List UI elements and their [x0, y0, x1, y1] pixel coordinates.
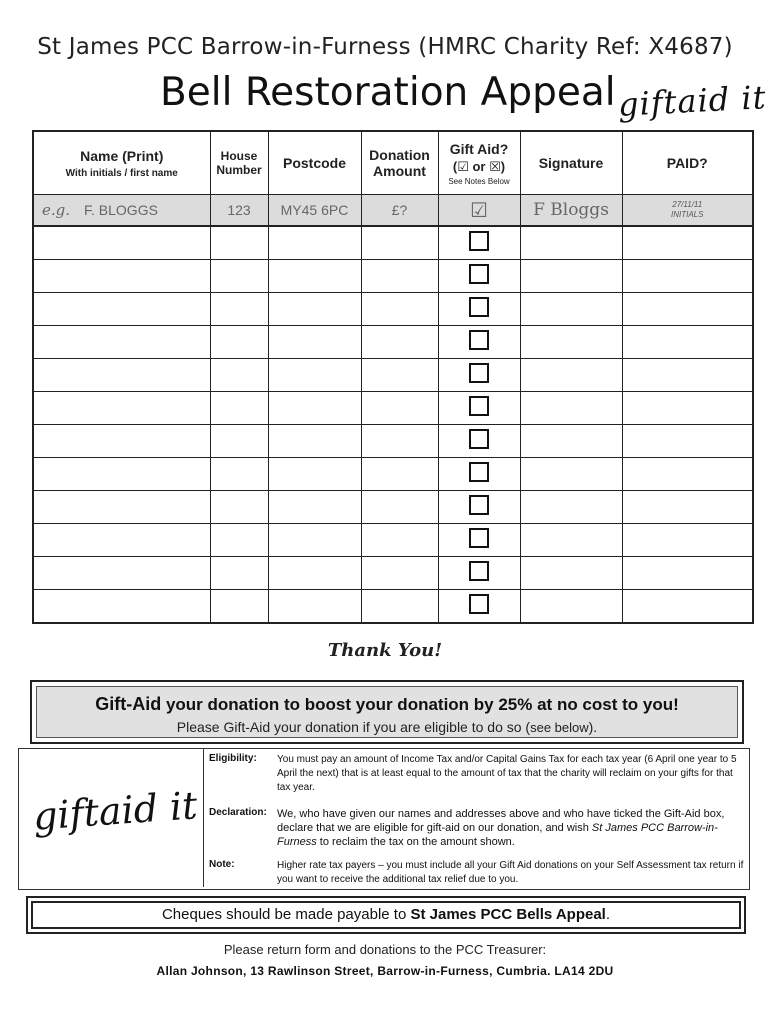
donation-cell[interactable] [361, 226, 438, 260]
name-cell[interactable] [33, 425, 210, 458]
house-cell[interactable] [210, 226, 268, 260]
giftaid-checkbox[interactable] [469, 330, 489, 350]
giftaid-cell[interactable] [438, 359, 520, 392]
example-paid-initials: INITIALS [671, 210, 704, 219]
giftaid-subline-see: see below [530, 720, 589, 735]
giftaid-cell[interactable] [438, 260, 520, 293]
example-checked-box-icon: ☑ [470, 199, 488, 222]
name-header-sublabel: With initials / first name [65, 167, 178, 179]
postcode-cell[interactable] [268, 590, 361, 624]
giftaid-checkbox[interactable] [469, 363, 489, 383]
giftaid-cell[interactable] [438, 293, 520, 326]
declaration-text [277, 807, 747, 849]
paid-cell[interactable] [622, 458, 753, 491]
return-instructions: Please return form and donations to the PCC Treasurer: [223, 942, 547, 957]
giftaid-info-box [18, 748, 750, 890]
giftaid-header-note: See Notes Below [448, 176, 510, 186]
example-row [33, 195, 753, 227]
example-paid-date: 27/11/11 [672, 200, 703, 209]
example-signature: F Bloggs [533, 200, 609, 220]
example-giftaid-cell [438, 195, 520, 227]
example-signature-cell [520, 195, 622, 227]
giftaid-checkbox[interactable] [469, 231, 489, 251]
name-header-label: Name (Print) [80, 147, 164, 164]
giftaid-checkbox[interactable] [469, 594, 489, 614]
example-donation: £? [361, 195, 438, 227]
house-cell[interactable] [210, 293, 268, 326]
signature-cell[interactable] [520, 326, 622, 359]
page-title: Bell Restoration Appeal [160, 70, 616, 115]
giftaid-cell[interactable] [438, 590, 520, 624]
giftaid-checkbox[interactable] [469, 495, 489, 515]
giftaid-cell[interactable] [438, 458, 520, 491]
paid-cell[interactable] [622, 557, 753, 590]
table-row [33, 326, 753, 359]
house-cell[interactable] [210, 425, 268, 458]
donation-cell[interactable] [361, 590, 438, 624]
giftaid-checkbox[interactable] [469, 462, 489, 482]
thank-you-text: Thank You! [327, 640, 443, 661]
postcode-cell[interactable] [268, 359, 361, 392]
table-row [33, 425, 753, 458]
house-cell[interactable] [210, 359, 268, 392]
signature-cell[interactable] [520, 524, 622, 557]
example-name: F. BLOGGS [84, 202, 158, 218]
eligibility-label: Eligibility: [209, 753, 257, 764]
table-row [33, 392, 753, 425]
house-cell[interactable] [210, 392, 268, 425]
declaration-text-b: to reclaim the tax on the amount shown. [316, 836, 515, 848]
postcode-cell[interactable] [268, 293, 361, 326]
signature-cell[interactable] [520, 458, 622, 491]
giftaid-subline-main: Please Gift-Aid your donation if you are eligible to do so ( [176, 719, 531, 735]
example-house: 123 [210, 195, 268, 227]
giftaid-checkbox[interactable] [469, 429, 489, 449]
paid-cell[interactable] [622, 260, 753, 293]
giftaid-checkbox[interactable] [469, 396, 489, 416]
giftaid-header-label: Gift Aid? [449, 140, 509, 157]
column-header-house: House Number [210, 131, 268, 195]
treasurer-address: Allan Johnson, 13 Rawlinson Street, Barrow-in-Furness, Cumbria. LA14 2DU [156, 964, 614, 978]
column-header-signature: Signature [520, 131, 622, 195]
house-cell[interactable] [210, 458, 268, 491]
postcode-cell[interactable] [268, 425, 361, 458]
postcode-cell[interactable] [268, 557, 361, 590]
name-cell[interactable] [33, 326, 210, 359]
declaration-label: Declaration: [209, 807, 267, 818]
name-cell[interactable] [33, 590, 210, 624]
cheque-payee: St James PCC Bells Appeal [410, 906, 606, 923]
column-header-giftaid [438, 131, 520, 195]
note-text: Higher rate tax payers – you must include all your Gift Aid donations on your Self Assessment tax return if you want to receive the additional tax relief due to you. [277, 860, 744, 885]
eligibility-text: You must pay an amount of Income Tax and/or Capital Gains Tax for each tax year (6 April one year to 5 April the next) that is at least equal to the amount of tax that the charity will reclaim on your gifts for that tax year. [277, 754, 737, 793]
signature-cell[interactable] [520, 226, 622, 260]
giftaid-checkbox[interactable] [469, 297, 489, 317]
house-cell[interactable] [210, 260, 268, 293]
house-cell[interactable] [210, 326, 268, 359]
example-name-cell [33, 195, 210, 227]
column-header-donation: Donation Amount [361, 131, 438, 195]
column-header-postcode: Postcode [268, 131, 361, 195]
giftaid-checkbox[interactable] [469, 528, 489, 548]
name-cell[interactable] [33, 359, 210, 392]
postcode-cell[interactable] [268, 392, 361, 425]
postcode-cell[interactable] [268, 458, 361, 491]
table-row [33, 458, 753, 491]
donation-cell[interactable] [361, 392, 438, 425]
giftaid-header-symbols: (☑ or ☒) [452, 158, 506, 174]
giftaid-subline-end: ). [588, 719, 598, 735]
house-cell[interactable] [210, 524, 268, 557]
name-cell[interactable] [33, 491, 210, 524]
note-label: Note: [209, 859, 235, 870]
donation-table [32, 130, 754, 624]
giftaid-headline-rest: your donation to boost your donation by 25% at no cost to you! [161, 695, 679, 714]
signature-cell[interactable] [520, 557, 622, 590]
donation-cell[interactable] [361, 260, 438, 293]
table-row [33, 590, 753, 624]
giftaid-cell[interactable] [438, 392, 520, 425]
donation-cell[interactable] [361, 524, 438, 557]
paid-cell[interactable] [622, 226, 753, 260]
paid-cell[interactable] [622, 392, 753, 425]
donation-cell[interactable] [361, 293, 438, 326]
giftaid-logo-large: giftaid it [31, 783, 199, 839]
name-cell[interactable] [33, 293, 210, 326]
declaration-text-a: We, who have given our names and addresses above and who have ticked the Gift-Aid box, declare that we are eligible for gift-aid on our donation, and wish [277, 808, 725, 834]
example-paid-cell [622, 195, 753, 227]
giftaid-headline [37, 694, 737, 715]
name-cell[interactable] [33, 524, 210, 557]
postcode-cell[interactable] [268, 491, 361, 524]
postcode-cell[interactable] [268, 260, 361, 293]
charity-subtitle: St James PCC Barrow-in-Furness (HMRC Charity Ref: X4687) [37, 34, 733, 60]
signature-cell[interactable] [520, 491, 622, 524]
signature-cell[interactable] [520, 293, 622, 326]
declaration-text-church: St James PCC Barrow-in-Furness [277, 822, 718, 848]
paid-cell[interactable] [622, 491, 753, 524]
column-header-name [33, 131, 210, 195]
signature-cell[interactable] [520, 425, 622, 458]
giftaid-logo-panel [19, 749, 204, 887]
table-header-row [33, 131, 753, 195]
signature-cell[interactable] [520, 590, 622, 624]
giftaid-banner [30, 680, 744, 744]
table-row [33, 293, 753, 326]
postcode-cell[interactable] [268, 524, 361, 557]
table-row [33, 491, 753, 524]
house-cell[interactable] [210, 590, 268, 624]
name-cell[interactable] [33, 226, 210, 260]
giftaid-headline-strong: Gift-Aid [95, 694, 162, 714]
paid-cell[interactable] [622, 524, 753, 557]
donation-cell[interactable] [361, 557, 438, 590]
giftaid-cell[interactable] [438, 491, 520, 524]
giftaid-checkbox[interactable] [469, 264, 489, 284]
giftaid-logo-top: giftaid it [617, 78, 768, 124]
name-cell[interactable] [33, 557, 210, 590]
postcode-cell[interactable] [268, 326, 361, 359]
giftaid-banner-inner [36, 686, 738, 738]
name-cell[interactable] [33, 392, 210, 425]
giftaid-cell[interactable] [438, 226, 520, 260]
donation-cell[interactable] [361, 359, 438, 392]
paid-cell[interactable] [622, 590, 753, 624]
donation-cell[interactable] [361, 458, 438, 491]
name-cell[interactable] [33, 260, 210, 293]
table-row [33, 260, 753, 293]
house-cell[interactable] [210, 557, 268, 590]
giftaid-cell[interactable] [438, 326, 520, 359]
table-row [33, 557, 753, 590]
giftaid-cell[interactable] [438, 524, 520, 557]
paid-cell[interactable] [622, 326, 753, 359]
signature-cell[interactable] [520, 359, 622, 392]
giftaid-cell[interactable] [438, 425, 520, 458]
example-postcode: MY45 6PC [268, 195, 361, 227]
paid-cell[interactable] [622, 359, 753, 392]
name-cell[interactable] [33, 458, 210, 491]
cheque-prefix: Cheques should be made payable to [161, 906, 411, 923]
column-header-paid: PAID? [622, 131, 753, 195]
cheque-banner-inner [31, 901, 741, 929]
table-row [33, 226, 753, 260]
cheque-banner [26, 896, 746, 934]
signature-cell[interactable] [520, 392, 622, 425]
example-eg-label: e.g. [42, 201, 71, 219]
paid-cell[interactable] [622, 425, 753, 458]
donation-cell[interactable] [361, 326, 438, 359]
paid-cell[interactable] [622, 293, 753, 326]
house-cell[interactable] [210, 491, 268, 524]
giftaid-checkbox[interactable] [469, 561, 489, 581]
postcode-cell[interactable] [268, 226, 361, 260]
cheque-suffix: . [605, 906, 611, 923]
giftaid-cell[interactable] [438, 557, 520, 590]
signature-cell[interactable] [520, 260, 622, 293]
donation-cell[interactable] [361, 425, 438, 458]
donation-cell[interactable] [361, 491, 438, 524]
giftaid-subline [37, 719, 737, 735]
table-row [33, 524, 753, 557]
table-row [33, 359, 753, 392]
